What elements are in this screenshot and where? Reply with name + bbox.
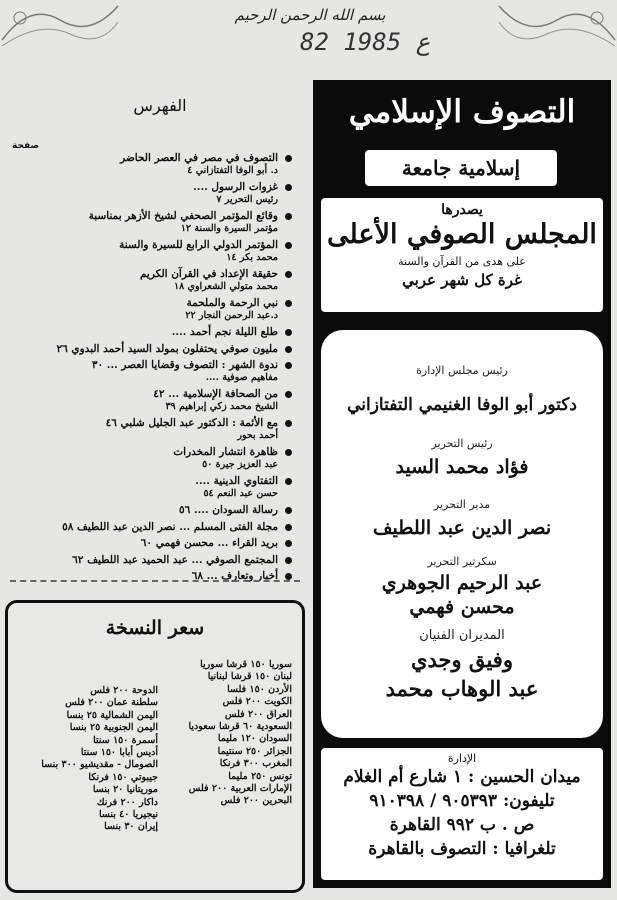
toc-item-author: الشيخ محمد زكي إبراهيم ٣٩ bbox=[165, 400, 278, 412]
bullet-icon bbox=[285, 300, 292, 307]
toc-item-title: مجلة الفتى المسلم ... نصر الدين عبد اللطيف ٥٨ bbox=[62, 520, 278, 533]
bullet-icon bbox=[285, 420, 292, 427]
publisher-line4: غرة كل شهر عربي bbox=[402, 271, 522, 289]
admin-pobox: ص . ب ٩٩٢ القاهرة bbox=[389, 815, 535, 835]
toc-item-title: أخبار وتعارف ... ٦٨ bbox=[191, 570, 278, 582]
toc-item bbox=[10, 537, 292, 550]
staff-name: عبد الوهاب محمد bbox=[385, 676, 539, 701]
price-entry: المغرب ٣٠٠ فرنكا bbox=[219, 758, 292, 770]
price-entry: الإمارات العربية ٢٠٠ فلس bbox=[188, 783, 292, 795]
price-entry: تونس ٢٥٠ مليما bbox=[228, 770, 292, 782]
admin-label: الإدارة bbox=[447, 752, 477, 765]
toc-item-author: رئيس التحرير ٧ bbox=[216, 193, 278, 205]
bullet-icon bbox=[285, 155, 292, 162]
price-entry: داكار ٢٠٠ فرنك bbox=[96, 796, 158, 808]
toc-item bbox=[10, 268, 292, 293]
price-entry: الصومال - مقديشيو ٣٠٠ بنسا bbox=[41, 759, 158, 771]
admin-phone: تليفون: ٩٠٥٣٩٣ / ٩١٠٣٩٨ bbox=[369, 791, 555, 811]
price-entry: الكويت ٢٠٠ فلس bbox=[222, 696, 292, 708]
toc-item bbox=[10, 343, 292, 356]
corner-ornament-right-icon bbox=[497, 0, 617, 50]
bullet-icon bbox=[285, 329, 292, 336]
price-title: سعر النسخة bbox=[105, 617, 205, 639]
toc-item-title: حقيقة الإعداد في القرآن الكريم bbox=[139, 268, 278, 280]
bullet-icon bbox=[285, 346, 292, 353]
basmala: بسم الله الرحمن الرحيم bbox=[234, 6, 386, 24]
toc-item-title: التصوف في مصر في العصر الحاضر bbox=[120, 152, 278, 164]
staff-name: محسن فهمي bbox=[409, 596, 515, 618]
staff-label: سكرتير التحرير bbox=[427, 555, 497, 568]
toc-item-title: وقائع المؤتمر الصحفي لشيخ الأزهر بمناسبة bbox=[88, 210, 278, 222]
bullet-icon bbox=[285, 184, 292, 191]
masthead-panel bbox=[313, 80, 611, 888]
toc-item-title: غزوات الرسول .... bbox=[193, 181, 278, 193]
toc-item bbox=[10, 417, 292, 442]
staff-label: رئيس مجلس الإدارة bbox=[416, 364, 508, 377]
toc-item-author: محمد متولي الشعراوي ١٨ bbox=[173, 280, 278, 292]
toc-item-author: حسن عبد النعم ٥٤ bbox=[203, 487, 278, 499]
toc-item-author: مؤتمر السيرة والسنة ١٢ bbox=[180, 222, 278, 234]
toc-item-title: ظاهرة انتشار المخدرات bbox=[173, 446, 278, 458]
toc-item bbox=[10, 521, 292, 534]
price-entry: السعودية ٦٠ قرشا سعوديا bbox=[188, 721, 292, 733]
price-entry: سوريا ١٥٠ قرشا سوريا bbox=[200, 659, 292, 670]
toc-item-title: ندوة الشهر : التصوف وقضايا العصر ... ٣٠ bbox=[91, 359, 278, 371]
bullet-icon bbox=[285, 524, 292, 531]
price-entry: لبنان ١٥٠ قرشا لبنانيا bbox=[207, 671, 292, 683]
toc-item bbox=[10, 475, 292, 500]
staff-label: مدير التحرير bbox=[433, 498, 491, 511]
divider bbox=[10, 580, 300, 582]
publisher-card bbox=[321, 198, 603, 312]
price-entry: اليمن الجنوبية ٢٥ بنسا bbox=[69, 722, 158, 734]
price-entry: العراق ٢٠٠ فلس bbox=[224, 708, 292, 720]
price-entry: الجزائر ٢٥٠ سنتيما bbox=[217, 745, 292, 757]
toc-item bbox=[10, 388, 292, 413]
toc-item-title: رسالة السودان .... ٥٦ bbox=[179, 504, 278, 516]
admin-telegraph: تلغرافيا : التصوف بالقاهرة bbox=[368, 839, 556, 859]
bullet-icon bbox=[285, 507, 292, 514]
price-box bbox=[5, 600, 305, 893]
staff-name: وفيق وجدي bbox=[411, 647, 513, 672]
toc-item-author: أحمد بحور bbox=[237, 429, 278, 441]
toc-item-title: من الصحافة الإسلامية ... ٤٢ bbox=[153, 388, 278, 400]
price-entry: سلطنة عمان ٢٠٠ فلس bbox=[65, 697, 158, 709]
staff-name: فؤاد محمد السيد bbox=[395, 456, 529, 478]
publisher-line1: يصدرها bbox=[441, 202, 483, 218]
bullet-icon bbox=[285, 362, 292, 369]
toc-item-title: المؤتمر الدولي الرابع للسيرة والسنة bbox=[119, 239, 278, 251]
toc-item-author: د.عبد الرحمن النجار ٢٢ bbox=[185, 309, 278, 321]
toc-item-author: عبد العزيز جيرة ٥٠ bbox=[202, 458, 278, 470]
price-entry: نيجيريا ٤٠ بنسا bbox=[98, 809, 158, 821]
admin-address: ميدان الحسين : ١ شارع أم الغلام bbox=[343, 767, 581, 787]
toc-list bbox=[10, 152, 292, 587]
price-entry: أديس أبابا ١٥٠ سنتا bbox=[80, 747, 158, 759]
bullet-icon bbox=[285, 271, 292, 278]
magazine-title: التصوف الإسلامي bbox=[348, 94, 576, 130]
price-entry: جيبوتي ١٥٠ فرنكا bbox=[88, 771, 158, 783]
toc-item-title: طلع الليلة نجم أحمد .... bbox=[171, 326, 278, 338]
staff-name: نصر الدين عبد اللطيف bbox=[372, 517, 552, 539]
publisher-line3: على هدى من القرآن والسنة bbox=[398, 255, 526, 268]
toc-item bbox=[10, 297, 292, 322]
toc-item-title: نبي الرحمة والملحمة bbox=[186, 297, 278, 309]
toc-item bbox=[10, 446, 292, 471]
toc-page-column-label: صفحة bbox=[12, 141, 40, 151]
toc-item-title: بريد القراء ... محسن فهمي ٦٠ bbox=[140, 537, 278, 549]
publisher-name: المجلس الصوفي الأعلى bbox=[327, 219, 597, 250]
toc-item-author: مفاهيم صوفية .... bbox=[205, 371, 278, 383]
price-entry: السودان ١٢٠ مليما bbox=[217, 733, 292, 745]
toc-item bbox=[10, 239, 292, 264]
bullet-icon bbox=[285, 573, 292, 580]
toc-title: الفهرس bbox=[133, 96, 187, 115]
toc-item bbox=[10, 359, 292, 384]
staff-label: رئيس التحرير bbox=[431, 437, 493, 450]
toc-item bbox=[10, 181, 292, 206]
toc-item-author: محمد بكر ١٤ bbox=[226, 251, 278, 263]
price-entry: الدوحة ٢٠٠ فلس bbox=[90, 685, 158, 696]
toc-item bbox=[10, 152, 292, 177]
price-list-right bbox=[152, 659, 292, 808]
bullet-icon bbox=[285, 213, 292, 220]
staff-card bbox=[321, 330, 603, 738]
bullet-icon bbox=[285, 557, 292, 564]
staff-name: عبد الرحيم الجوهري bbox=[381, 572, 543, 594]
toc-item bbox=[10, 504, 292, 517]
handwritten-note: 82 ع 1985 bbox=[300, 28, 431, 56]
toc-item bbox=[10, 554, 292, 567]
toc-item-title: مع الأئمة : الدكتور عبد الجليل شلبي ٤٦ bbox=[105, 417, 278, 429]
bullet-icon bbox=[285, 391, 292, 398]
bullet-icon bbox=[285, 449, 292, 456]
price-list-left bbox=[18, 685, 158, 834]
staff-label: المديران الفنيان bbox=[419, 628, 505, 643]
toc-item-title: المجتمع الصوفي ... عبد الحميد عبد اللطيف ٦٢ bbox=[72, 553, 278, 566]
bullet-icon bbox=[285, 478, 292, 485]
toc-item bbox=[10, 326, 292, 339]
admin-card bbox=[321, 748, 603, 880]
staff-name: دكتور أبو الوفا الغنيمي التفتازاني bbox=[347, 395, 577, 415]
corner-ornament-left-icon bbox=[0, 0, 120, 50]
price-entry: أسمرة ١٥٠ سنتا bbox=[93, 734, 158, 746]
bullet-icon bbox=[285, 242, 292, 249]
price-entry: إيران ٣٠ بنسا bbox=[104, 821, 158, 833]
toc-item bbox=[10, 210, 292, 235]
toc-item-title: التفتاوي الدينية .... bbox=[195, 475, 278, 487]
price-entry: موريتانيا ٢٠ بنسا bbox=[92, 784, 158, 796]
bullet-icon bbox=[285, 540, 292, 547]
price-entry: الأردن ١٥٠ فلسا bbox=[227, 683, 292, 695]
price-entry: البحرين ٢٠٠ فلس bbox=[220, 795, 292, 807]
toc-item-title: مليون صوفي يحتفلون بمولد السيد أحمد البدوي ٢٦ bbox=[56, 342, 278, 355]
price-entry: اليمن الشمالية ٢٥ بنسا bbox=[66, 709, 158, 721]
magazine-subtitle: إسلامية جامعة bbox=[365, 150, 557, 186]
toc-item-author: د. أبو الوفا التفتازاني ٤ bbox=[187, 164, 278, 176]
